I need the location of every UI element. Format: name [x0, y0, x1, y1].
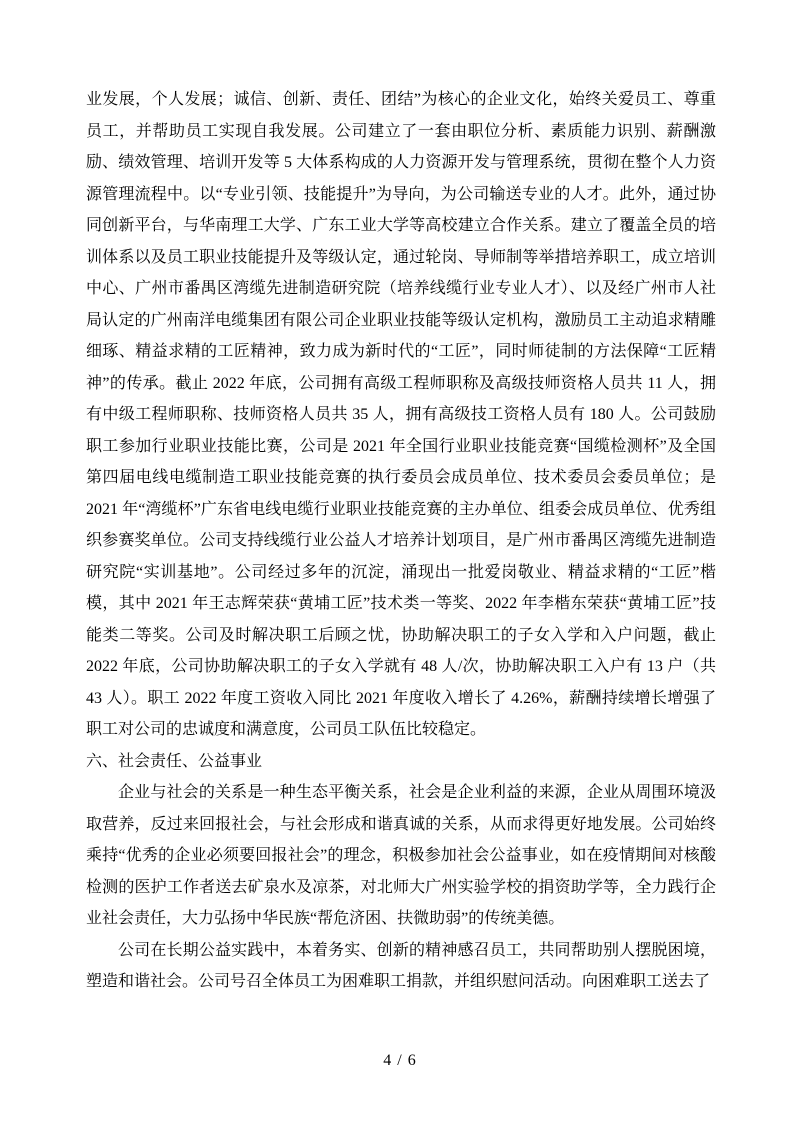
- page-content: [86, 84, 716, 998]
- page-number: 4 / 6: [383, 1052, 417, 1069]
- section-heading-social-responsibility: 六、社会责任、公益事业: [86, 752, 263, 770]
- paragraph-hr-development-continued: 业发展，个人发展；诚信、创新、责任、团结”为核心的企业文化，始终关爱员工、尊重员工，并帮助员工实现自我发展。公司建立了一套由职位分析、素质能力识别、薪酬激励、绩效管理、培训开发等 5 大体系构成的人力资源开发与管理系统，贯彻在整个人力资源管理流程中。以“专业引领、技能提升”为导向，为公司输送专业的人才。此外，通过协同创新平台，与华南理工大学、广东工业大学等高校建立合作关系。建立了覆盖全员的培训体系以及员工职业技能提升及等级认定，通过轮岗、导师制等举措培养职工，成立培训中心、广州市番禺区湾缆先进制造研究院（培养线缆行业专业人才）、以及经广州市人社局认定的广州南洋电缆集团有限公司企业职业技能等级认定机构，激励员工主动追求精雕细琢、精益求精的工匠精神，致力成为新时代的“工匠”，同时师徒制的方法保障“工匠精神”的传承。截止 2022 年底，公司拥有高级工程师职称及高级技师资格人员共 11 人，拥有中级工程师职称、技师资格人员共 35 人，拥有高级技工资格人员有 180 人。公司鼓励职工参加行业职业技能比赛，公司是 2021 年全国行业职业技能竞赛“国缆检测杯”及全国第四届电线电缆制造工职业技能竞赛的执行委员会成员单位、技术委员会委员单位；是 2021 年“湾缆杯”广东省电线电缆行业职业技能竞赛的主办单位、组委会成员单位、优秀组织参赛奖单位。公司支持线缆行业公益人才培养计划项目，是广州市番禺区湾缆先进制造研究院“实训基地”。公司经过多年的沉淀，涌现出一批爱岗敬业、精益求精的“工匠”楷模，其中 2021 年王志辉荣获“黄埔工匠”技术类一等奖、2022 年李楷东荣获“黄埔工匠”技能类二等奖。公司及时解决职工后顾之忧，协助解决职工的子女入学和入户问题，截止 2022 年底，公司协助解决职工的子女入学就有 48 人/次，协助解决职工入户有 13 户（共 43 人）。职工 2022 年度工资收入同比 2021 年度收入增长了 4.26%，薪酬持续增长增强了职工对公司的忠诚度和满意度，公司员工队伍比较稳定。: [86, 91, 716, 738]
- paragraph-charity-practice: 公司在长期公益实践中，本着务实、创新的精神感召员工，共同帮助别人摆脱困境，塑造和谐社会。公司号召全体员工为困难职工捐款，并组织慰问活动。向困难职工送去了: [86, 941, 716, 990]
- paragraph-enterprise-society-relation: 企业与社会的关系是一种生态平衡关系，社会是企业利益的来源，企业从周围环境汲取营养，反过来回报社会，与社会形成和谐真诚的关系，从而求得更好地发展。公司始终乘持“优秀的企业必须要回报社会”的理念，积极参加社会公益事业，如在疫情期间对核酸检测的医护工作者送去矿泉水及凉茶，对北师大广州实验学校的捐资助学等，全力践行企业社会责任，大力弘扬中华民族“帮危济困、扶微助弱”的传统美德。: [86, 784, 716, 927]
